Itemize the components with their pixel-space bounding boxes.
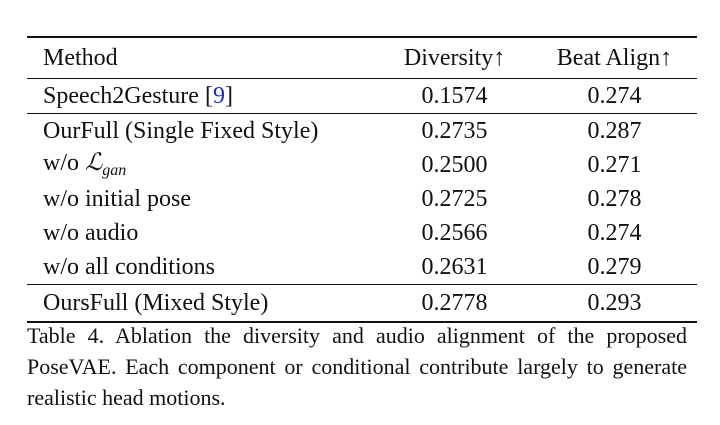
beat-align-cell: 0.287 bbox=[587, 118, 642, 144]
beat-align-cell: 0.274 bbox=[587, 220, 642, 246]
method-text: w/o bbox=[43, 150, 85, 176]
header-diversity: Diversity↑ bbox=[377, 37, 532, 79]
table-row bbox=[27, 79, 697, 114]
beat-align-cell: 0.278 bbox=[587, 186, 642, 212]
table-row bbox=[27, 285, 697, 323]
method-cell: w/o audio bbox=[43, 220, 139, 246]
loss-symbol-subscript: gan bbox=[102, 162, 127, 179]
method-cell: w/o initial pose bbox=[43, 186, 191, 212]
method-cell: w/o all conditions bbox=[43, 254, 215, 280]
beat-align-cell: 0.271 bbox=[587, 152, 642, 178]
method-cell: OurFull (Single Fixed Style) bbox=[43, 118, 319, 144]
method-text: Speech2Gesture [ bbox=[43, 83, 213, 109]
diversity-cell: 0.1574 bbox=[377, 79, 532, 114]
table-row bbox=[27, 250, 697, 285]
diversity-cell: 0.2500 bbox=[421, 152, 488, 178]
table-caption: Table 4. Ablation the diversity and audio alignment of the proposed PoseVAE. Each component or conditional contribute largely to generate realistic head motions. bbox=[27, 323, 687, 410]
header-beat-align: Beat Align↑ bbox=[532, 37, 697, 79]
diversity-cell: 0.2735 bbox=[421, 118, 488, 144]
table-row bbox=[27, 216, 697, 250]
diversity-cell: 0.2725 bbox=[421, 186, 488, 212]
method-text-suffix: ] bbox=[224, 83, 233, 109]
method-cell bbox=[27, 148, 377, 182]
citation-link[interactable]: 9 bbox=[212, 83, 225, 109]
method-cell: OursFull (Mixed Style) bbox=[27, 285, 377, 323]
diversity-cell: 0.2778 bbox=[377, 285, 532, 323]
table-row bbox=[27, 114, 697, 149]
loss-symbol-main: ℒ bbox=[85, 150, 103, 176]
diversity-cell: 0.2631 bbox=[421, 254, 488, 280]
table-row bbox=[27, 148, 697, 182]
loss-symbol bbox=[85, 150, 127, 179]
beat-align-cell: 0.274 bbox=[532, 79, 697, 114]
diversity-cell: 0.2566 bbox=[421, 220, 488, 246]
table-row bbox=[27, 182, 697, 216]
beat-align-cell: 0.279 bbox=[587, 254, 642, 280]
ablation-table bbox=[27, 36, 697, 323]
method-cell bbox=[27, 79, 377, 114]
beat-align-cell: 0.293 bbox=[532, 285, 697, 323]
header-method: Method bbox=[27, 37, 377, 79]
table-header-row bbox=[27, 37, 697, 79]
